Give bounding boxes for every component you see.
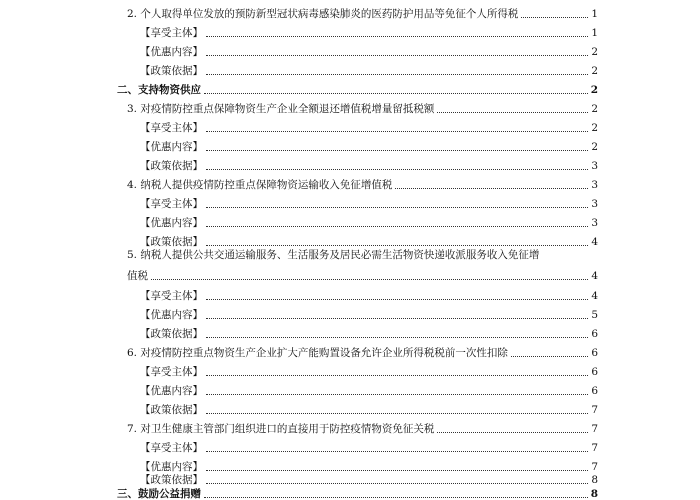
toc-page-number: 3 bbox=[591, 179, 598, 191]
toc-page-number: 7 bbox=[591, 442, 598, 454]
toc-page-number: 1 bbox=[591, 27, 598, 39]
toc-page-number: 2 bbox=[591, 141, 598, 153]
toc-page-number: 7 bbox=[591, 461, 598, 473]
toc-leader bbox=[206, 206, 588, 208]
toc-page-number: 2 bbox=[591, 65, 598, 77]
toc-entry-title: 【享受主体】 bbox=[140, 198, 203, 210]
toc-leader bbox=[206, 225, 588, 227]
toc-entry[interactable] bbox=[140, 282, 598, 302]
toc-section-heading[interactable] bbox=[117, 76, 598, 96]
toc-entry-title: 【享受主体】 bbox=[140, 366, 203, 378]
toc-page-number: 4 bbox=[591, 270, 598, 282]
toc-leader bbox=[206, 35, 588, 37]
toc-entry-title: 【政策依据】 bbox=[140, 328, 203, 340]
toc-entry-title: 【优惠内容】 bbox=[140, 46, 203, 58]
toc-page-number: 6 bbox=[591, 347, 598, 359]
toc-leader bbox=[206, 73, 588, 75]
toc-page-number: 4 bbox=[591, 236, 598, 248]
toc-page-number: 7 bbox=[591, 423, 598, 435]
toc-entry-first-line[interactable]: 5. 纳税人提供公共交通运输服务、生活服务及居民必需生活物资快递收派服务收入免征增 bbox=[127, 249, 540, 261]
toc-entry[interactable] bbox=[140, 38, 598, 58]
toc-entry-title: 值税 bbox=[127, 270, 148, 282]
toc-page-number: 8 bbox=[591, 474, 598, 486]
toc-entry-title: 【政策依据】 bbox=[140, 160, 203, 172]
toc-entry[interactable] bbox=[127, 415, 598, 435]
toc-entry[interactable] bbox=[140, 320, 598, 340]
toc-section-heading[interactable] bbox=[117, 480, 598, 500]
toc-leader bbox=[511, 355, 588, 357]
toc-page-number: 8 bbox=[590, 488, 598, 500]
toc-entry-title: 【政策依据】 bbox=[140, 65, 203, 77]
toc-leader bbox=[206, 374, 588, 376]
toc-page-number: 1 bbox=[591, 8, 598, 20]
toc-page-number: 2 bbox=[591, 103, 598, 115]
toc-leader bbox=[206, 317, 588, 319]
toc-page-number: 3 bbox=[591, 198, 598, 210]
toc-entry-title: 【享受主体】 bbox=[140, 290, 203, 302]
toc-leader bbox=[206, 149, 588, 151]
toc-page-number: 6 bbox=[591, 366, 598, 378]
toc-entry[interactable] bbox=[140, 114, 598, 134]
toc-entry-title: 【优惠内容】 bbox=[140, 385, 203, 397]
toc-page-number: 6 bbox=[591, 328, 598, 340]
toc-page-number: 2 bbox=[590, 84, 598, 96]
toc-leader bbox=[437, 111, 588, 113]
toc-entry-title: 【享受主体】 bbox=[140, 122, 203, 134]
toc-page-number: 4 bbox=[591, 290, 598, 302]
toc-entry-title: 【享受主体】 bbox=[140, 27, 203, 39]
toc-page-number: 3 bbox=[591, 160, 598, 172]
toc-page-number: 6 bbox=[591, 385, 598, 397]
toc-entry[interactable] bbox=[140, 152, 598, 172]
toc-entry-title: 【优惠内容】 bbox=[140, 461, 203, 473]
toc-entry-title: 【优惠内容】 bbox=[140, 217, 203, 229]
toc-leader bbox=[206, 450, 588, 452]
toc-entry[interactable] bbox=[140, 377, 598, 397]
toc-entry[interactable] bbox=[127, 262, 598, 282]
toc-entry[interactable] bbox=[140, 209, 598, 229]
toc-entry-title: 3. 对疫情防控重点保障物资生产企业全额退还增值税增量留抵税额 bbox=[127, 103, 435, 115]
toc-entry[interactable] bbox=[140, 133, 598, 153]
toc-page-number: 3 bbox=[591, 217, 598, 229]
toc-page-number: 2 bbox=[591, 122, 598, 134]
toc-entry[interactable] bbox=[127, 0, 598, 20]
toc-entry[interactable] bbox=[127, 171, 598, 191]
toc-entry-title: 2. 个人取得单位发放的预防新型冠状病毒感染肺炎的医药防护用品等免征个人所得税 bbox=[127, 8, 519, 20]
toc-page-number: 5 bbox=[591, 309, 598, 321]
toc-page-number: 7 bbox=[591, 404, 598, 416]
toc-entry[interactable] bbox=[140, 190, 598, 210]
toc-entry-title: 【政策依据】 bbox=[140, 474, 203, 486]
toc-page-number: 2 bbox=[591, 46, 598, 58]
toc-leader bbox=[151, 278, 588, 280]
toc-leader bbox=[206, 244, 588, 246]
toc-entry-title: 【优惠内容】 bbox=[140, 141, 203, 153]
toc-entry-title: 6. 对疫情防控重点物资生产企业扩大产能购置设备允许企业所得税税前一次性扣除 bbox=[127, 347, 508, 359]
toc-entry[interactable] bbox=[140, 396, 598, 416]
toc-entry-title: 4. 纳税人提供疫情防控重点保障物资运输收入免征增值税 bbox=[127, 179, 393, 191]
toc-entry-title: 三、鼓励公益捐赠 bbox=[117, 488, 201, 500]
toc-entry[interactable] bbox=[140, 57, 598, 77]
toc-leader bbox=[204, 92, 588, 94]
toc-entry[interactable] bbox=[140, 301, 598, 321]
toc-leader bbox=[206, 54, 588, 56]
toc-entry-title: 【政策依据】 bbox=[140, 404, 203, 416]
toc-leader bbox=[206, 168, 588, 170]
toc-entry[interactable] bbox=[127, 95, 598, 115]
toc-leader bbox=[521, 16, 588, 18]
toc-leader bbox=[437, 431, 588, 433]
toc-leader bbox=[206, 336, 588, 338]
toc-entry[interactable] bbox=[140, 434, 598, 454]
toc-entry[interactable] bbox=[140, 228, 598, 248]
toc-entry-title: 【优惠内容】 bbox=[140, 309, 203, 321]
toc-entry[interactable] bbox=[127, 339, 598, 359]
toc-entry-title: 【政策依据】 bbox=[140, 236, 203, 248]
toc-entry-title: 【享受主体】 bbox=[140, 442, 203, 454]
toc-leader bbox=[206, 412, 588, 414]
toc-leader bbox=[206, 298, 588, 300]
toc-entry-title: 二、支持物资供应 bbox=[117, 84, 201, 96]
toc-leader bbox=[206, 130, 588, 132]
toc-entry-title: 7. 对卫生健康主管部门组织进口的直接用于防控疫情物资免征关税 bbox=[127, 423, 435, 435]
toc-leader bbox=[206, 393, 588, 395]
toc-entry[interactable] bbox=[140, 358, 598, 378]
toc-leader bbox=[204, 496, 588, 498]
toc-entry[interactable] bbox=[140, 19, 598, 39]
toc-leader bbox=[395, 187, 588, 189]
